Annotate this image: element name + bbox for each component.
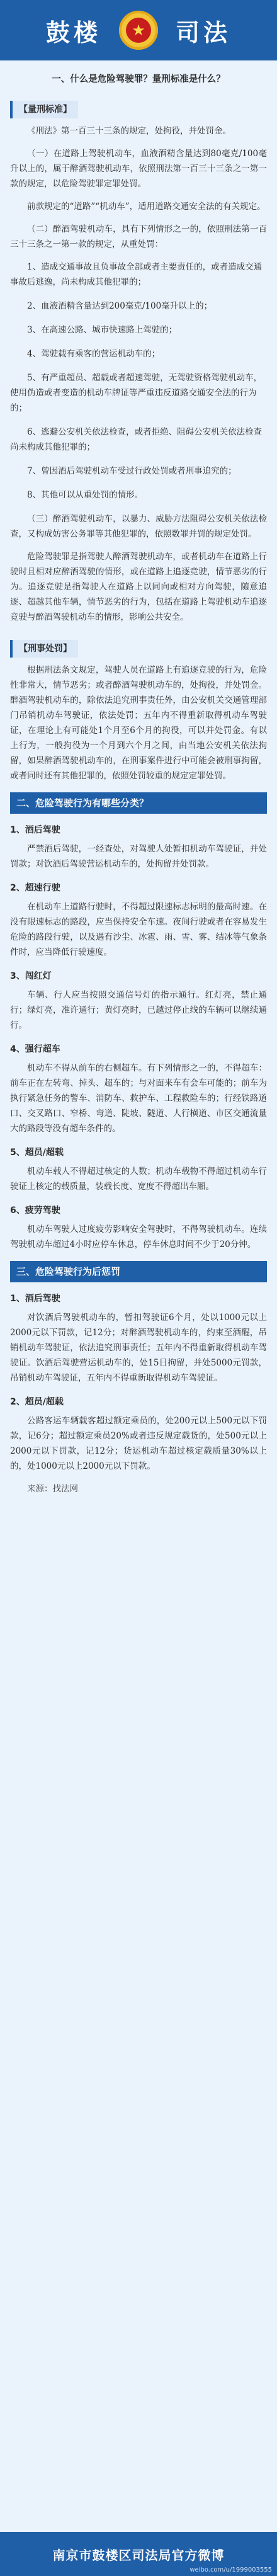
section-heading: 2、超速行驶: [10, 883, 60, 893]
paragraph: （二）醉酒驾驶机动车，具有下列情形之一的，依照刑法第一百三十三条之一第一款的规定，从重处罚：: [10, 224, 267, 249]
paragraph: 根据刑法条文规定，驾驶人员在道路上有追逐竞驶的行为，危险性非常大，情节恶劣；或者醉酒驾驶机动车的，处拘役，并处罚金。醉酒驾驶机动车的，除依法追究刑事责任外，由公安机关交通管理部门吊销机动车驾驶证，依法处罚；五年内不得重新取得机动车驾驶证，在理论上有可能处1个月至6个月的拘役，可以并处罚金。有以上行为，一般拘役为一个月到六个月之间，由当地公安机关依法拘留，如果醉酒驾驶机动车的，在刑事案件进行中可能会被刑事拘留，或者同时还有其他犯罪的，依照处罚较重的规定定罪处罚。: [10, 665, 267, 781]
list-item: 1、造成交通事故且负事故全部或者主要责任的，或者造成交通事故后逃逸，尚未构成其他犯罪的；: [10, 262, 263, 287]
list-item: 5、有严重超员、超载或者超速驾驶，无驾驶资格驾驶机动车，使用伪造或者变造的机动车牌证等严重违反道路交通安全法的行为的；: [10, 373, 263, 413]
question-one-title: 一、什么是危险驾驶罪？量刑标准是什么？: [52, 74, 225, 84]
list-item: 6、逃避公安机关依法检查，或者拒绝、阻碍公安机关依法检查尚未构成其他犯罪的；: [10, 427, 263, 452]
section-text: 机动车不得从前车的右侧超车。有下列情形之一的，不得超车：前车正在左转弯、掉头、超车的；与对面来车有会车可能的；前车为执行紧急任务的警车、消防车、救护车、工程救险车的；行经铁路道口、交叉路口、窄桥、弯道、陡坡、隧道、人行横道、市区交通流量大的路段等没有超车条件的。: [10, 1063, 267, 1134]
question-three-title: 三、危险驾驶行为后惩罚: [10, 1261, 267, 1282]
paragraph: 前款规定的“道路”“机动车”，适用道路交通安全法的有关规定。: [27, 202, 266, 212]
paragraph: （三）醉酒驾驶机动车，以暴力、威胁方法阻碍公安机关依法检查，又构成妨害公务罪等其他犯罪的，依照数罪并罚的规定处罚。: [10, 514, 267, 539]
header-banner: [0, 0, 277, 60]
paragraph: 危险驾驶罪是指驾驶人醉酒驾驶机动车，或者机动车在道路上行驶时且相对应醉酒驾驶的情形，或在道路上追逐竞驶，情节恶劣的行为。追逐竞驶是指驾驶人在道路上以同向或相对方向驾驶，随意追逐、超越其他车辆，情节恶劣的行为，包括在道路上驾驶机动车追逐竞驶与醉酒驾驶机动车的情形，影响公共安全。: [10, 552, 267, 622]
section-heading: 3、闯红灯: [10, 971, 52, 981]
standard-tag: 【量刑标准】: [10, 101, 78, 118]
police-emblem-icon: ★: [119, 11, 158, 50]
section-text: 机动车驾驶人过度疲劳影响安全驾驶时，不得驾驶机动车。连续驾驶机动车超过4小时应停车休息，停车休息时间不少于20分钟。: [10, 1224, 267, 1250]
footer-title: 南京市鼓楼区司法局官方微博: [52, 2547, 225, 2563]
header-right-title: 司法: [176, 18, 232, 47]
list-item: 2、血液酒精含量达到200毫克/100毫升以上的；: [27, 301, 213, 311]
section-text: 机动车载人不得超过核定的人数；机动车载物不得超过机动车行驶证上核定的载质量，装载长度、宽度不得超出车厢。: [10, 1166, 267, 1192]
list-item: 7、曾因酒后驾驶机动车受过行政处罚或者刑事追究的；: [27, 466, 237, 476]
list-item: 8、其他可以从重处罚的情形。: [27, 490, 144, 500]
article-body: [0, 60, 277, 1496]
list-item: 3、在高速公路、城市快速路上驾驶的；: [27, 325, 178, 335]
section-text: 严禁酒后驾驶，一经查处，对驾驶人处暂扣机动车驾驶证，并处罚款；对饮酒后驾驶营运机动车的，处拘留并处罚款。: [10, 844, 267, 869]
section-text: 公路客运车辆载客超过额定乘员的，处200元以上500元以下罚款，记6分；超过额定乘员20%或者违反规定载货的，处500元以上2000元以下罚款，记12分；货运机动车超过核定载质量30%以上的，处1000元以上2000元以下罚款。: [10, 1416, 267, 1471]
section-heading: 1、酒后驾驶: [10, 1294, 60, 1304]
source-credit: 来源：找法网: [27, 1484, 78, 1494]
section-heading: 4、强行超车: [10, 1044, 60, 1054]
section-text: 在机动车上道路行驶时，不得超过限速标志标明的最高时速。在没有限速标志的路段，应当保持安全车速。夜间行驶或者在容易发生危险的路段行驶，以及遇有沙尘、冰雹、雨、雪、雾、结冰等气象条件时，应当降低行驶速度。: [10, 902, 267, 957]
section-heading: 1、酒后驾驶: [10, 825, 60, 835]
section-text: 车辆、行人应当按照交通信号灯的指示通行。红灯亮，禁止通行；绿灯亮，准许通行；黄灯亮时，已越过停止线的车辆可以继续通行。: [10, 990, 267, 1030]
list-item: 4、驾驶载有乘客的营运机动车的；: [27, 349, 161, 359]
weibo-watermark: weibo.com/u/1999003555: [189, 2567, 272, 2573]
header-left-title: 鼓楼: [45, 18, 101, 47]
question-two-title: 二、危险驾驶行为有哪些分类？: [10, 792, 267, 814]
section-heading: 5、超员/超载: [10, 1148, 64, 1158]
section-text: 对饮酒后驾驶机动车的，暂扣驾驶证6个月，处以1000元以上2000元以下罚款，记12分；对醉酒驾驶机动车的，约束至酒醒，吊销机动车驾驶证，依法追究刑事责任；五年内不得重新取得机动车驾驶证。饮酒后驾驶营运机动车的，处15日拘留，并处5000元罚款，吊销机动车驾驶证，五年内不得重新取得机动车驾驶证。: [10, 1313, 267, 1383]
paragraph: （一）在道路上驾驶机动车，血液酒精含量达到80毫克/100毫升以上的，属于醉酒驾驶机动车，依照刑法第一百三十三条之一第一款的规定，以危险驾驶罪定罪处罚。: [10, 149, 267, 189]
footer-banner: [0, 2532, 277, 2576]
section-heading: 6、疲劳驾驶: [10, 1205, 60, 1216]
punishment-tag: 【刑事处罚】: [10, 640, 78, 658]
section-heading: 2、超员/超载: [10, 1397, 64, 1407]
intro-paragraph: 《刑法》第一百三十三条的规定，处拘役，并处罚金。: [27, 126, 231, 136]
